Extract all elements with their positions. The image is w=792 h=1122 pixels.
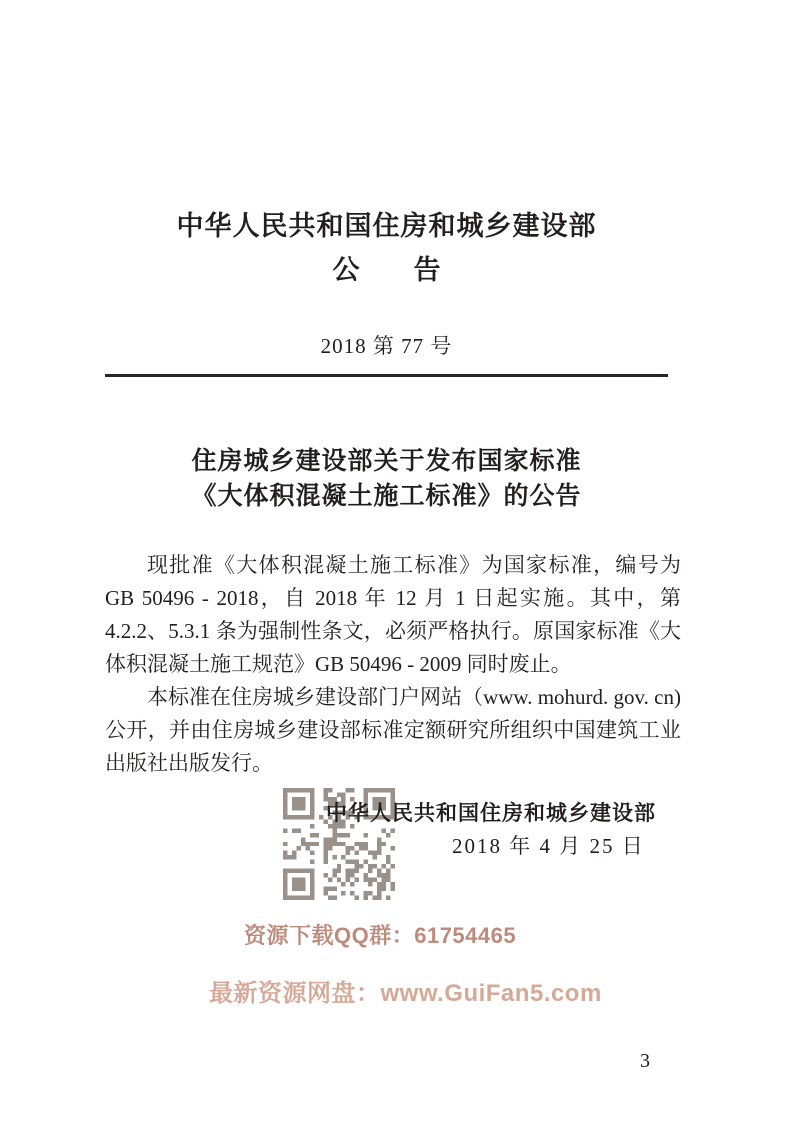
ministry-title: 中华人民共和国住房和城乡建设部 bbox=[176, 211, 597, 241]
body-paragraph-2: 本标准在住房城乡建设部门户网站（www. mohurd. gov. cn)公开，并由住房城乡建设部标准定额研究所组织中国建筑工业出版社出版发行。 bbox=[105, 685, 681, 775]
notice-body bbox=[105, 549, 681, 780]
divider-rule bbox=[105, 374, 668, 377]
page-number: 3 bbox=[640, 1050, 650, 1072]
notice-title-line2: 《大体积混凝土施工标准》的公告 bbox=[191, 483, 582, 510]
signature-issuer: 中华人民共和国住房和城乡建设部 bbox=[326, 802, 656, 825]
announcement-title: 公 告 bbox=[332, 255, 441, 285]
doc-number: 2018 第 77 号 bbox=[320, 334, 453, 358]
body-paragraph-1: 现批准《大体积混凝土施工标准》为国家标准，编号为 GB 50496 - 2018，自 2018 年 12 月 1 日起实施。其中，第 4.2.2、5.3.1 条为强制性条文，必须严格执行。原国家标准《大体积混凝土施工规范》GB 50496 - 2009 同时废止。 bbox=[105, 553, 681, 676]
watermark-qq-group: 资源下载QQ群：61754465 bbox=[244, 923, 517, 948]
notice-title-line1: 住房城乡建设部关于发布国家标准 bbox=[191, 448, 582, 475]
signature-date: 2018 年 4 月 25 日 bbox=[452, 834, 645, 858]
notice-title bbox=[105, 444, 668, 514]
watermark-site-url: 最新资源网盘：www.GuiFan5.com bbox=[209, 980, 602, 1007]
